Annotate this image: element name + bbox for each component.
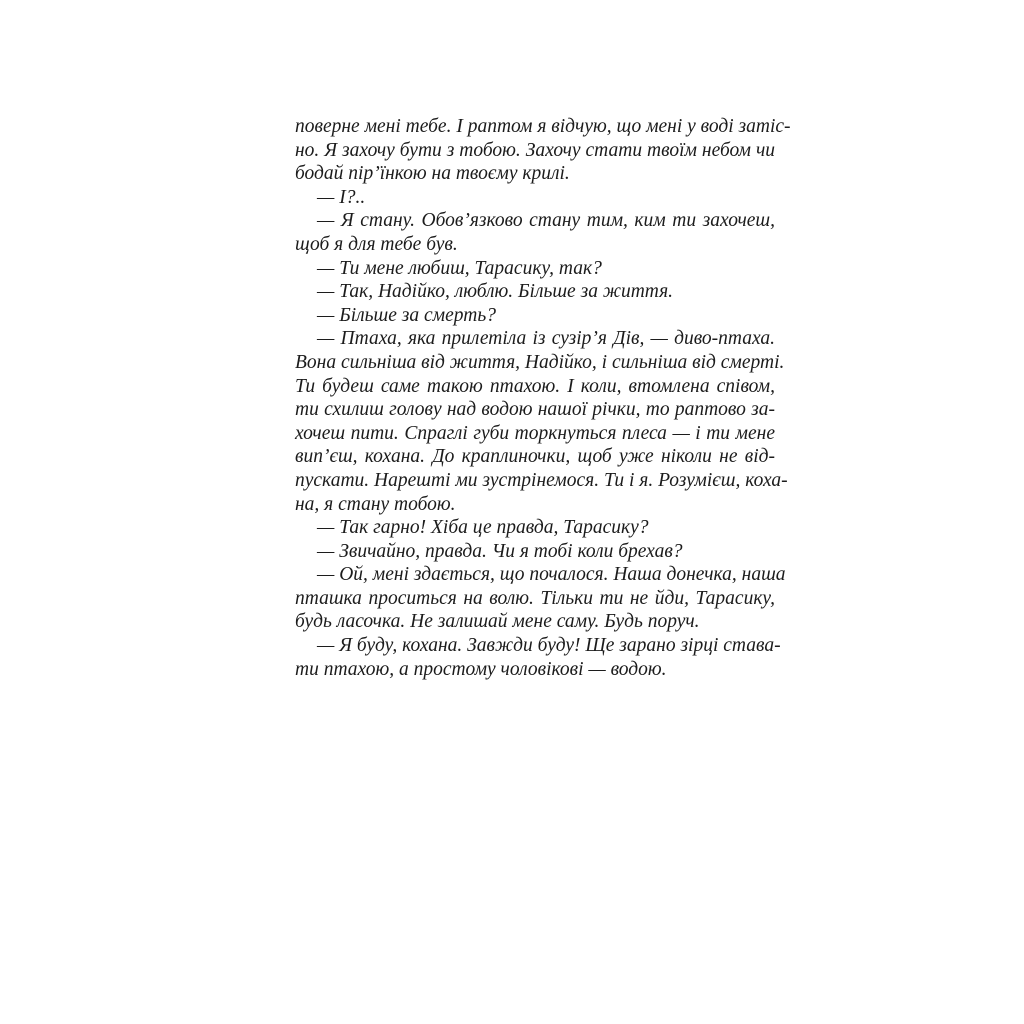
text-line: ти птахою, а простому чоловікові — водою. xyxy=(295,658,667,680)
text-line: хочеш пити. Спраглі губи торкнуться плеса — і ти мене xyxy=(295,422,775,444)
text-line: на, я стану тобою. xyxy=(295,493,456,515)
text-line: но. Я захочу бути з тобою. Захочу стати твоїм небом чи xyxy=(295,139,775,161)
text-line: — Більше за смерть? xyxy=(317,304,496,326)
text-line: щоб я для тебе був. xyxy=(295,233,458,255)
text-line: — І?.. xyxy=(317,186,366,208)
text-line: — Так гарно! Хіба це правда, Тарасику? xyxy=(317,517,649,539)
text-line: пускати. Нарешті ми зустрінемося. Ти і я. Розумієш, коха- xyxy=(295,469,788,491)
text-line: — Ой, мені здається, що почалося. Наша донечка, наша xyxy=(317,564,786,586)
page-text xyxy=(295,115,791,681)
text-line: ти схилиш голову над водою нашої річки, то раптово за- xyxy=(295,399,775,421)
text-line: Вона сильніша від життя, Надійко, і сильніша від смерті. xyxy=(295,351,785,373)
text-line: бодай пір’їнкою на твоєму крилі. xyxy=(295,163,570,185)
text-line: — Птаха, яка прилетіла із сузір’я Дів, — диво-птаха. xyxy=(317,328,775,350)
text-line: вип’єш, кохана. До краплиночки, щоб уже ніколи не від- xyxy=(295,446,775,468)
text-line: Ти будеш саме такою птахою. І коли, втомлена співом, xyxy=(295,375,775,397)
text-line: пташка проситься на волю. Тільки ти не йди, Тарасику, xyxy=(295,587,775,609)
text-line: — Я стану. Обов’язково стану тим, ким ти захочеш, xyxy=(317,210,775,232)
text-line: поверне мені тебе. І раптом я відчую, що мені у воді затіс- xyxy=(295,116,791,137)
text-line: — Так, Надійко, люблю. Більше за життя. xyxy=(317,281,674,303)
text-line: будь ласочка. Не залишай мене саму. Будь поруч. xyxy=(295,611,700,633)
text-line: — Ти мене любиш, Тарасику, так? xyxy=(317,257,602,279)
text-line: — Звичайно, правда. Чи я тобі коли брехав? xyxy=(317,540,683,562)
text-line: — Я буду, кохана. Завжди буду! Ще зарано зірці става- xyxy=(317,635,781,657)
